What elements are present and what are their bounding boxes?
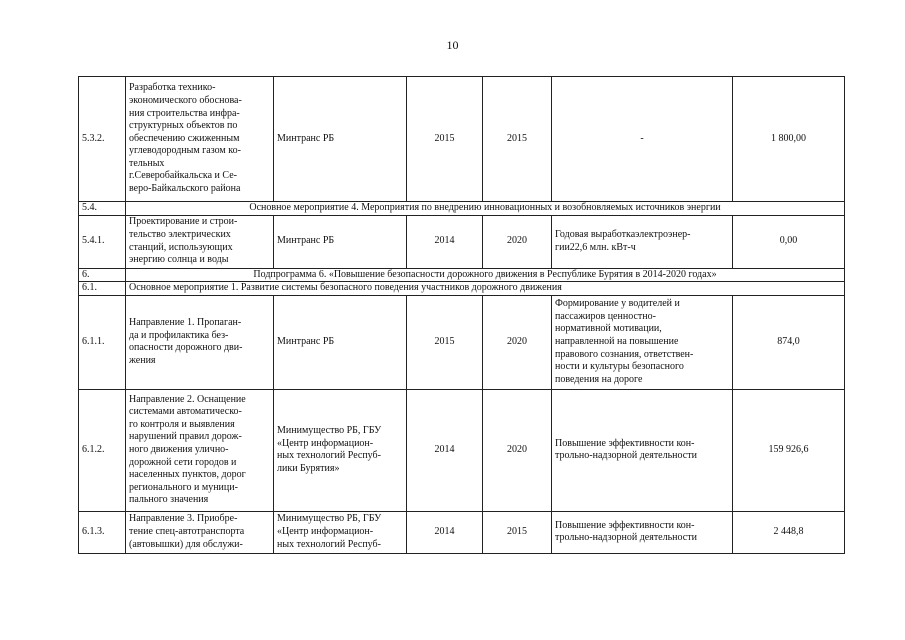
activity-name: Направление 3. Приобре- тение спец-автотранспорта (автовышки) для обслужи- (126, 511, 274, 553)
section-heading: Основное мероприятие 4. Мероприятия по внедрению инновационных и возобновляемых источников энергии (126, 202, 845, 216)
table-row (79, 389, 845, 511)
row-number: 6.1. (79, 282, 126, 296)
row-number: 5.3.2. (79, 77, 126, 202)
row-number: 6.1.3. (79, 511, 126, 553)
start-year: 2014 (407, 215, 483, 268)
end-year: 2020 (483, 295, 552, 389)
end-year: 2015 (483, 511, 552, 553)
table-row (79, 282, 845, 296)
table-row (79, 511, 845, 553)
table-row (79, 268, 845, 282)
expected-result: Повышение эффективности кон- трольно-надзорной деятельности (552, 511, 733, 553)
expected-result: Формирование у водителей и пассажиров ценностно- нормативной мотивации, направленной на повышение правового сознания, ответствен- ности и культуры безопасного поведения на дороге (552, 295, 733, 389)
activity-name: Направление 1. Пропаган- да и профилактика без- опасности дорожного дви- жения (126, 295, 274, 389)
end-year: 2020 (483, 215, 552, 268)
row-number: 6.1.2. (79, 389, 126, 511)
activity-name: Проектирование и строи- тельство электрических станций, использующих энергию солнца и воды (126, 215, 274, 268)
row-number: 5.4. (79, 202, 126, 216)
executor: Минтранс РБ (274, 215, 407, 268)
end-year: 2015 (483, 77, 552, 202)
activity-name: Направление 2. Оснащение системами автоматическо- го контроля и выявления нарушений правил дорож- ного движения улично- дорожной сети городов и населенных пунктов, дорог регионального и муници- пального значения (126, 389, 274, 511)
program-table (78, 76, 845, 554)
row-number: 6. (79, 268, 126, 282)
table-row (79, 77, 845, 202)
executor: Минимущество РБ, ГБУ «Центр информацион- ных технологий Респуб- (274, 511, 407, 553)
table-row (79, 202, 845, 216)
table-row (79, 215, 845, 268)
funding-amount: 0,00 (733, 215, 845, 268)
executor: Минтранс РБ (274, 77, 407, 202)
section-heading: Основное мероприятие 1. Развитие системы безопасного поведения участников дорожного движения (126, 282, 845, 296)
row-number: 6.1.1. (79, 295, 126, 389)
expected-result: Повышение эффективности кон- трольно-надзорной деятельности (552, 389, 733, 511)
executor: Минтранс РБ (274, 295, 407, 389)
funding-amount: 2 448,8 (733, 511, 845, 553)
table-row (79, 295, 845, 389)
expected-result: - (552, 77, 733, 202)
page-number: 10 (446, 38, 459, 52)
start-year: 2014 (407, 389, 483, 511)
executor: Минимущество РБ, ГБУ «Центр информацион- ных технологий Респуб- лики Бурятия» (274, 389, 407, 511)
start-year: 2015 (407, 295, 483, 389)
funding-amount: 874,0 (733, 295, 845, 389)
start-year: 2015 (407, 77, 483, 202)
row-number: 5.4.1. (79, 215, 126, 268)
expected-result: Годовая выработкаэлектроэнер- гии22,6 млн. кВт-ч (552, 215, 733, 268)
end-year: 2020 (483, 389, 552, 511)
subprogram-heading: Подпрограмма 6. «Повышение безопасности дорожного движения в Республике Бурятия в 2014-2020 годах» (126, 268, 845, 282)
activity-name: Разработка технико- экономического обоснова- ния строительства инфра- структурных объектов по обеспечению сжиженным углеводородным газом ко- тельных г.Северобайкальска и Се- веро-Байкальского района (126, 77, 274, 202)
funding-amount: 159 926,6 (733, 389, 845, 511)
start-year: 2014 (407, 511, 483, 553)
funding-amount: 1 800,00 (733, 77, 845, 202)
